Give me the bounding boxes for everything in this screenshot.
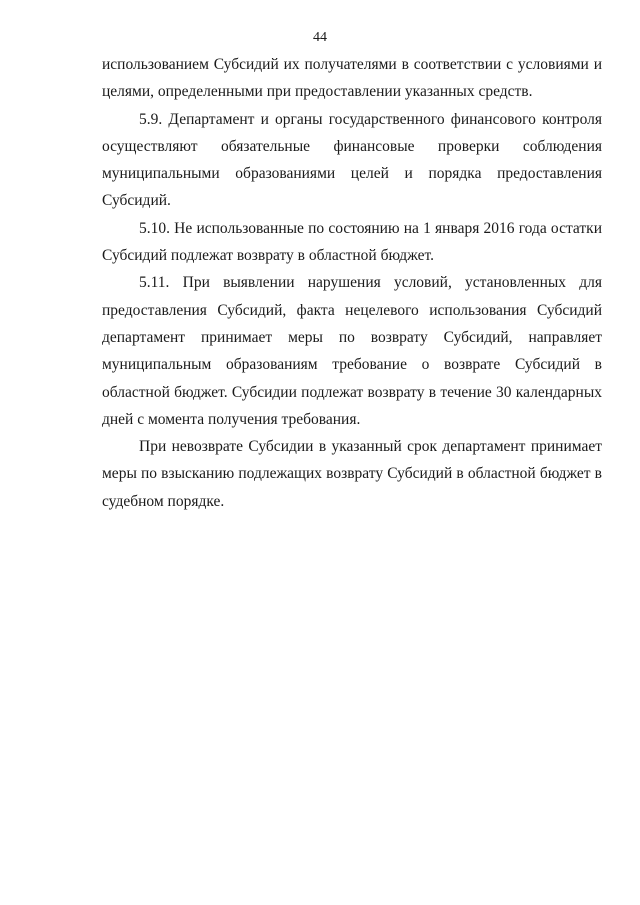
page-number: 44 — [313, 30, 327, 45]
paragraph-5-9: 5.9. Департамент и органы государственного финансового контроля осуществляют обязательные финансовые проверки соблюдения муниципальными образованиями целей и порядка предоставления Субсидий. — [102, 110, 602, 210]
paragraph-continuation: использованием Субсидий их получателями в соответствии с условиями и целями, определенными при предоставлении указанных средств. — [102, 56, 602, 101]
paragraph-5-11: 5.11. При выявлении нарушения условий, установленных для предоставления Субсидий, факта нецелевого использования Субсидий департамент принимает меры по возврату Субсидий, направляет муниципальным образованиям требование о возврате Субсидий в областной бюджет. Субсидии подлежат возврату в течение 30 календарных дней с момента получения требования. — [102, 274, 602, 428]
paragraph-non-return: При невозврате Субсидии в указанный срок департамент принимает меры по взысканию подлежащих возврату Субсидий в областной бюджет в судебном порядке. — [102, 438, 602, 510]
document-body — [102, 51, 602, 515]
paragraph-5-10: 5.10. Не использованные по состоянию на 1 января 2016 года остатки Субсидий подлежат возврату в областной бюджет. — [102, 219, 602, 265]
